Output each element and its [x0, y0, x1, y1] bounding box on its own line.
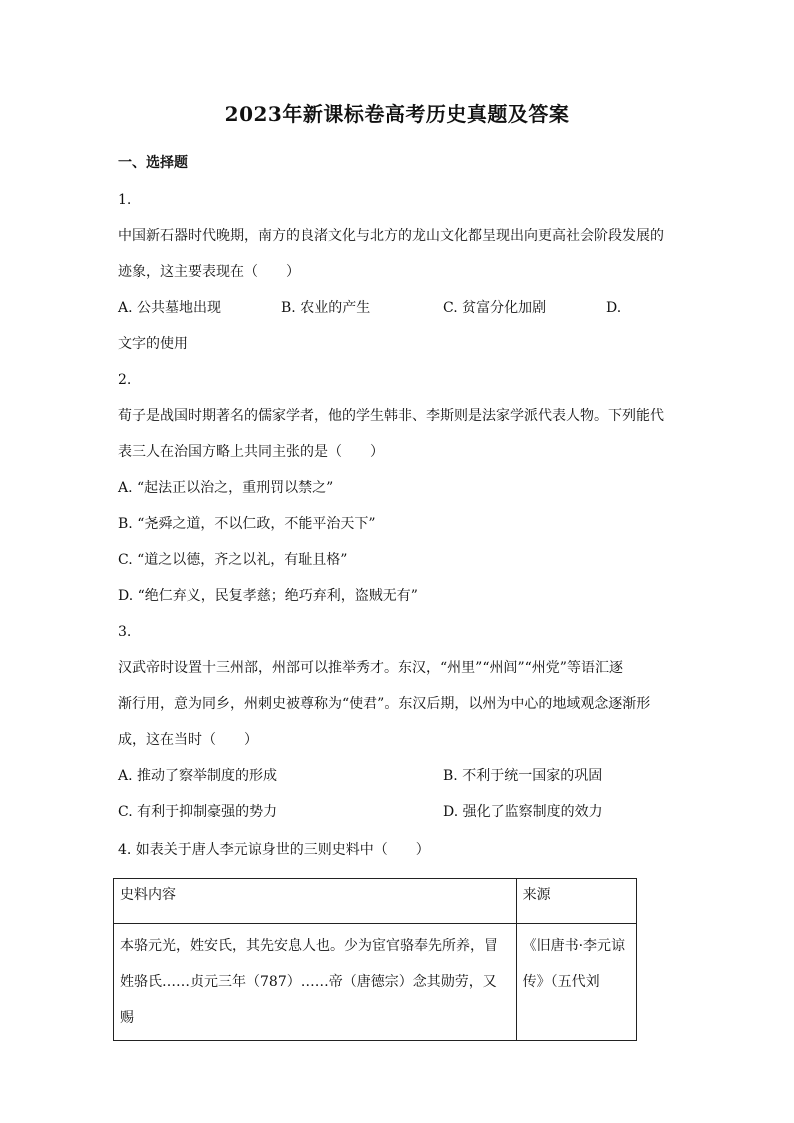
q1-stem-line2: 迹象，这主要表现在（ ）: [118, 264, 300, 280]
q3-option-a: A. 推动了察举制度的形成: [118, 768, 278, 784]
q3-stem-line3: 成，这在当时（ ）: [118, 732, 258, 748]
q1-option-c: C. 贫富分化加剧: [443, 300, 547, 316]
q3-stem-line1: 汉武帝时设置十三州部，州部可以推举秀才。东汉，“州里”“州闾”“州党”等语汇逐: [118, 660, 623, 676]
q2-stem-line2: 表三人在治国方略上共同主张的是（ ）: [118, 444, 384, 460]
section-heading: 一、选择题: [118, 155, 188, 171]
table-header-row: [114, 879, 637, 924]
q2-option-c: C. “道之以德，齐之以礼，有耻且格”: [118, 552, 348, 568]
table-cell-content: 本骆元光，姓安氏，其先安息人也。少为宦官骆奉先所养，冒姓骆氏……贞元三年（787）……帝（唐德宗）念其勋劳，又赐: [114, 924, 517, 1041]
source-table: [113, 878, 637, 1041]
q3-option-c: C. 有利于抑制豪强的势力: [118, 804, 278, 820]
q1-option-b: B. 农业的产生: [281, 300, 371, 316]
q2-option-a: A. “起法正以治之，重刑罚以禁之”: [118, 480, 334, 496]
q1-option-d: D.: [606, 300, 622, 316]
q3-option-b: B. 不利于统一国家的巩固: [443, 768, 603, 784]
q2-stem-line1: 荀子是战国时期著名的儒家学者，他的学生韩非、李斯则是法家学派代表人物。下列能代: [118, 408, 664, 424]
table-cell-source: 《旧唐书·李元谅传》（五代刘: [516, 924, 636, 1041]
q3-stem-line2: 渐行用，意为同乡，州刺史被尊称为“使君”。东汉后期，以州为中心的地域观念逐渐形: [118, 696, 651, 712]
table-row: [114, 924, 637, 1041]
q1-option-d-text: 文字的使用: [118, 336, 188, 352]
table-header-source: 来源: [516, 879, 636, 924]
q2-option-d: D. “绝仁弃义，民复孝慈；绝巧弃利，盗贼无有”: [118, 588, 418, 604]
q3-number: 3.: [118, 624, 132, 640]
q2-option-b: B. “尧舜之道，不以仁政，不能平治天下”: [118, 516, 376, 532]
q1-stem-line1: 中国新石器时代晚期，南方的良渚文化与北方的龙山文化都呈现出向更高社会阶段发展的: [118, 228, 664, 244]
q1-number: 1.: [118, 192, 132, 208]
table-header-content: 史料内容: [114, 879, 517, 924]
q2-number: 2.: [118, 372, 132, 388]
q3-option-d: D. 强化了监察制度的效力: [443, 804, 603, 820]
page-title: 2023年新课标卷高考历史真题及答案: [224, 102, 570, 126]
q4-stem: 4. 如表关于唐人李元谅身世的三则史料中（ ）: [118, 842, 430, 858]
q1-option-a: A. 公共墓地出现: [118, 300, 222, 316]
